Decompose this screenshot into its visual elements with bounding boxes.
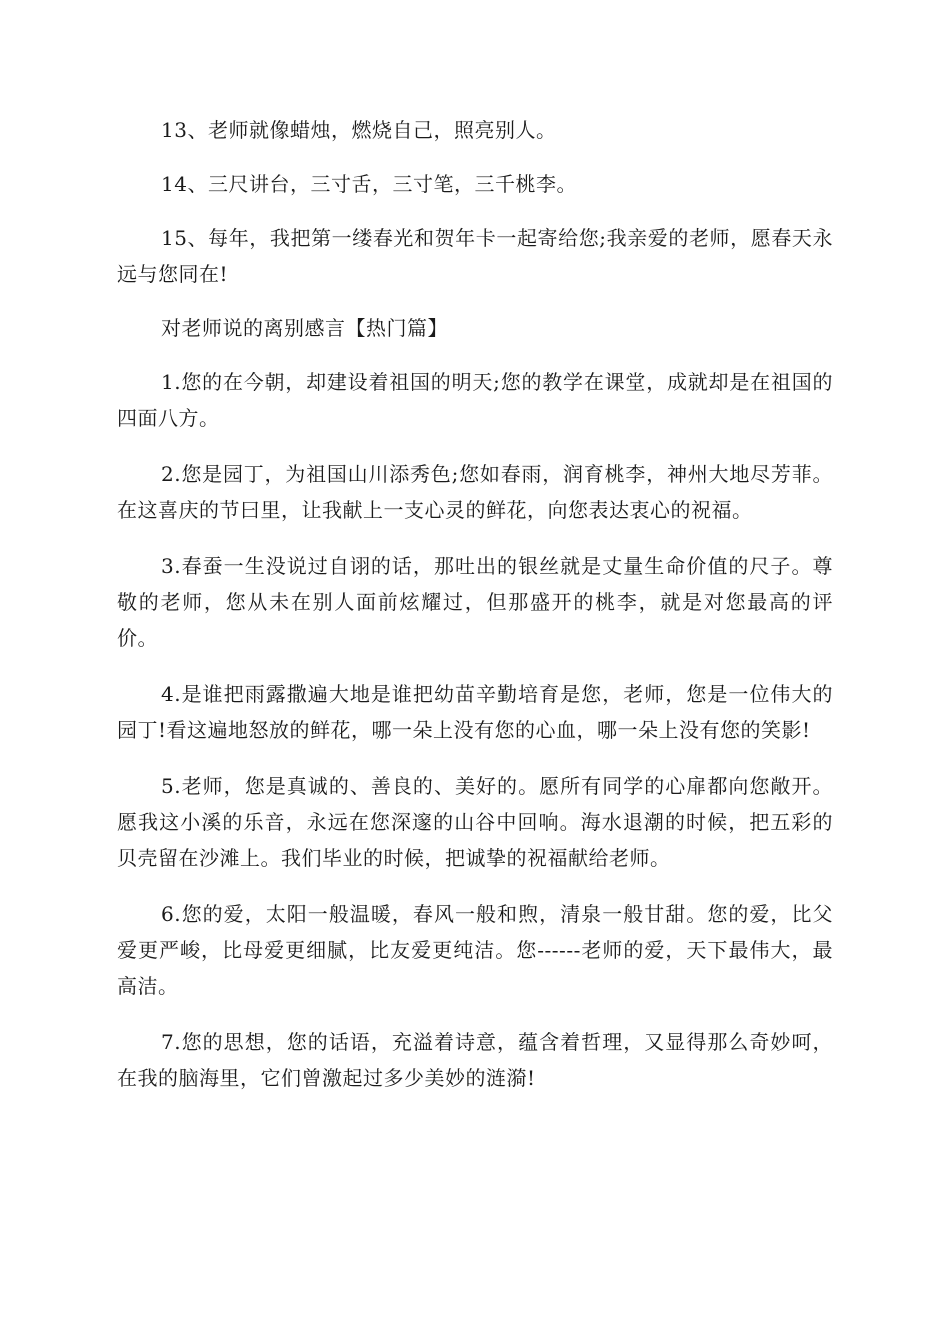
paragraph-6: 6.您的爱，太阳一般温暖，春风一般和煦，清泉一般甘甜。您的爱，比父爱更严峻，比母爱更细腻，比友爱更纯洁。您------老师的爱，天下最伟大，最高洁。 [117, 902, 833, 998]
paragraph-5: 5.老师，您是真诚的、善良的、美好的。愿所有同学的心扉都向您敞开。愿我这小溪的乐音，永远在您深邃的山谷中回响。海水退潮的时候，把五彩的贝壳留在沙滩上。我们毕业的时候，把诚挚的祝福献给老师。 [117, 774, 833, 870]
document-page [117, 112, 833, 1096]
paragraph-14: 14、三尺讲台，三寸舌，三寸笔，三千桃李。 [161, 172, 577, 196]
paragraph-4: 4.是谁把雨露撒遍大地是谁把幼苗辛勤培育是您，老师，您是一位伟大的园丁!看这遍地怒放的鲜花，哪一朵上没有您的心血，哪一朵上没有您的笑影! [117, 682, 833, 742]
paragraph-13: 13、老师就像蜡烛，燃烧自己，照亮别人。 [161, 118, 557, 142]
paragraph-1: 1.您的在今朝，却建设着祖国的明天;您的教学在课堂，成就却是在祖国的四面八方。 [117, 370, 833, 430]
paragraph-3: 3.春蚕一生没说过自诩的话，那吐出的银丝就是丈量生命价值的尺子。尊敬的老师，您从未在别人面前炫耀过，但那盛开的桃李，就是对您最高的评价。 [117, 554, 833, 650]
paragraph-2: 2.您是园丁，为祖国山川添秀色;您如春雨，润育桃李，神州大地尽芳菲。在这喜庆的节曰里，让我献上一支心灵的鲜花，向您表达衷心的祝福。 [117, 462, 833, 522]
paragraph-7: 7.您的思想，您的话语，充溢着诗意，蕴含着哲理，又显得那么奇妙呵，在我的脑海里，它们曾激起过多少美妙的涟漪! [117, 1030, 833, 1090]
section-heading: 对老师说的离别感言【热门篇】 [161, 316, 448, 340]
paragraph-15: 15、每年，我把第一缕春光和贺年卡一起寄给您;我亲爱的老师，愿春天永远与您同在! [117, 226, 833, 286]
